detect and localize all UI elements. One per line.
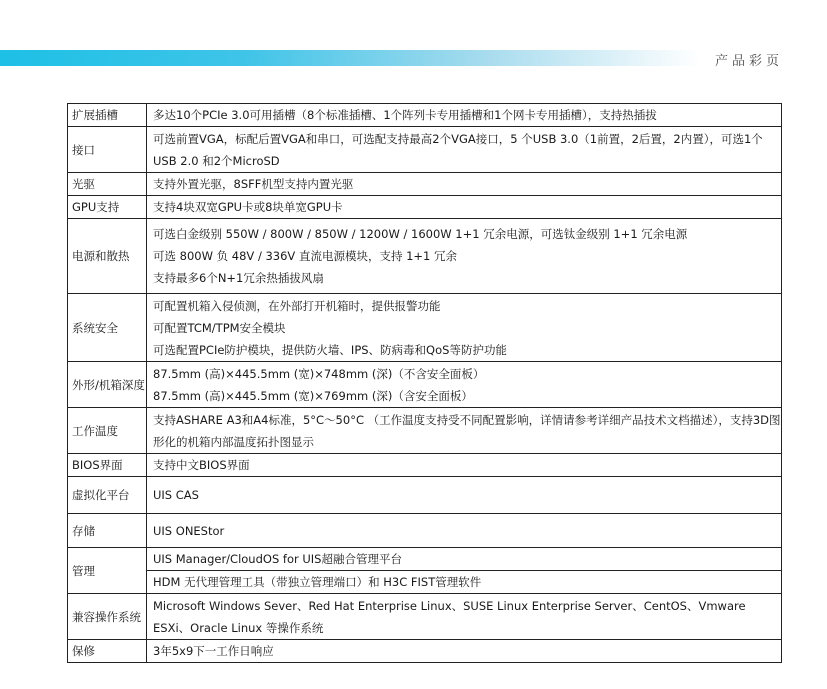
spec-label: 虚拟化平台 bbox=[68, 477, 147, 514]
spec-label: 管理 bbox=[68, 548, 147, 594]
header-color-band bbox=[0, 50, 700, 66]
spec-value: 3年5x9下一工作日响应 bbox=[147, 640, 782, 663]
spec-value: 支持外置光驱，8SFF机型支持内置光驱 bbox=[147, 173, 782, 196]
spec-label: 电源和散热 bbox=[68, 219, 147, 294]
spec-value: 支持ASHARE A3和A4标准，5°C～50°C （工作温度支持受不同配置影响，详情请参考详细产品技术文档描述），支持3D图形化的机箱内部温度拓扑图显示 bbox=[147, 408, 782, 454]
spec-label: BIOS界面 bbox=[68, 454, 147, 477]
spec-label: GPU支持 bbox=[68, 196, 147, 219]
spec-label: 光驱 bbox=[68, 173, 147, 196]
spec-row-compatible-os bbox=[68, 594, 782, 640]
spec-row-virtualization bbox=[68, 477, 782, 514]
spec-label: 扩展插槽 bbox=[68, 104, 147, 127]
spec-label: 系统安全 bbox=[68, 294, 147, 362]
spec-row-bios bbox=[68, 454, 782, 477]
spec-value: 87.5mm (高)×445.5mm (宽)×748mm (深)（不含安全面板） 87.5mm (高)×445.5mm (宽)×769mm (深)（含安全面板） bbox=[147, 362, 782, 408]
spec-value: UIS Manager/CloudOS for UIS超融合管理平台 HDM 无代理管理工具（带独立管理端口）和 H3C FIST管理软件 bbox=[147, 548, 782, 594]
spec-value: Microsoft Windows Sever、Red Hat Enterprise Linux、SUSE Linux Enterprise Server、CentOS、Vmware ESXi、Oracle Linux 等操作系统 bbox=[147, 594, 782, 640]
spec-value: 可选前置VGA，标配后置VGA和串口，可选配支持最高2个VGA接口，5 个USB 3.0（1前置，2后置，2内置），可选1个USB 2.0 和2个MicroSD bbox=[147, 127, 782, 173]
spec-table bbox=[67, 103, 782, 663]
spec-row-optical-drive bbox=[68, 173, 782, 196]
spec-row-interfaces bbox=[68, 127, 782, 173]
spec-value: 支持4块双宽GPU卡或8块单宽GPU卡 bbox=[147, 196, 782, 219]
spec-row-system-security bbox=[68, 294, 782, 362]
spec-label: 保修 bbox=[68, 640, 147, 663]
spec-row-warranty bbox=[68, 640, 782, 663]
spec-label: 工作温度 bbox=[68, 408, 147, 454]
spec-value: UIS ONEStor bbox=[147, 514, 782, 548]
spec-row-management bbox=[68, 548, 782, 594]
spec-value: 支持中文BIOS界面 bbox=[147, 454, 782, 477]
spec-value: 多达10个PCIe 3.0可用插槽（8个标准插槽、1个阵列卡专用插槽和1个网卡专用插槽），支持热插拔 bbox=[147, 104, 782, 127]
spec-row-expansion-slots bbox=[68, 104, 782, 127]
spec-label: 外形/机箱深度 bbox=[68, 362, 147, 408]
spec-row-power-cooling bbox=[68, 219, 782, 294]
spec-value: UIS CAS bbox=[147, 477, 782, 514]
spec-value: 可选白金级别 550W / 800W / 850W / 1200W / 1600W 1+1 冗余电源，可选钛金级别 1+1 冗余电源 可选 800W 负 48V / 336V 直流电源模块，支持 1+1 冗余 支持最多6个N+1冗余热插拔风扇 bbox=[147, 219, 782, 294]
spec-row-storage bbox=[68, 514, 782, 548]
spec-row-operating-temp bbox=[68, 408, 782, 454]
section-title: 产品彩页 bbox=[714, 54, 783, 69]
spec-value: 可配置机箱入侵侦测，在外部打开机箱时，提供报警功能 可配置TCM/TPM安全模块 可选配置PCIe防护模块，提供防火墙、IPS、防病毒和QoS等防护功能 bbox=[147, 294, 782, 362]
spec-row-form-factor bbox=[68, 362, 782, 408]
spec-label: 兼容操作系统 bbox=[68, 594, 147, 640]
spec-label: 存储 bbox=[68, 514, 147, 548]
spec-label: 接口 bbox=[68, 127, 147, 173]
spec-row-gpu-support bbox=[68, 196, 782, 219]
